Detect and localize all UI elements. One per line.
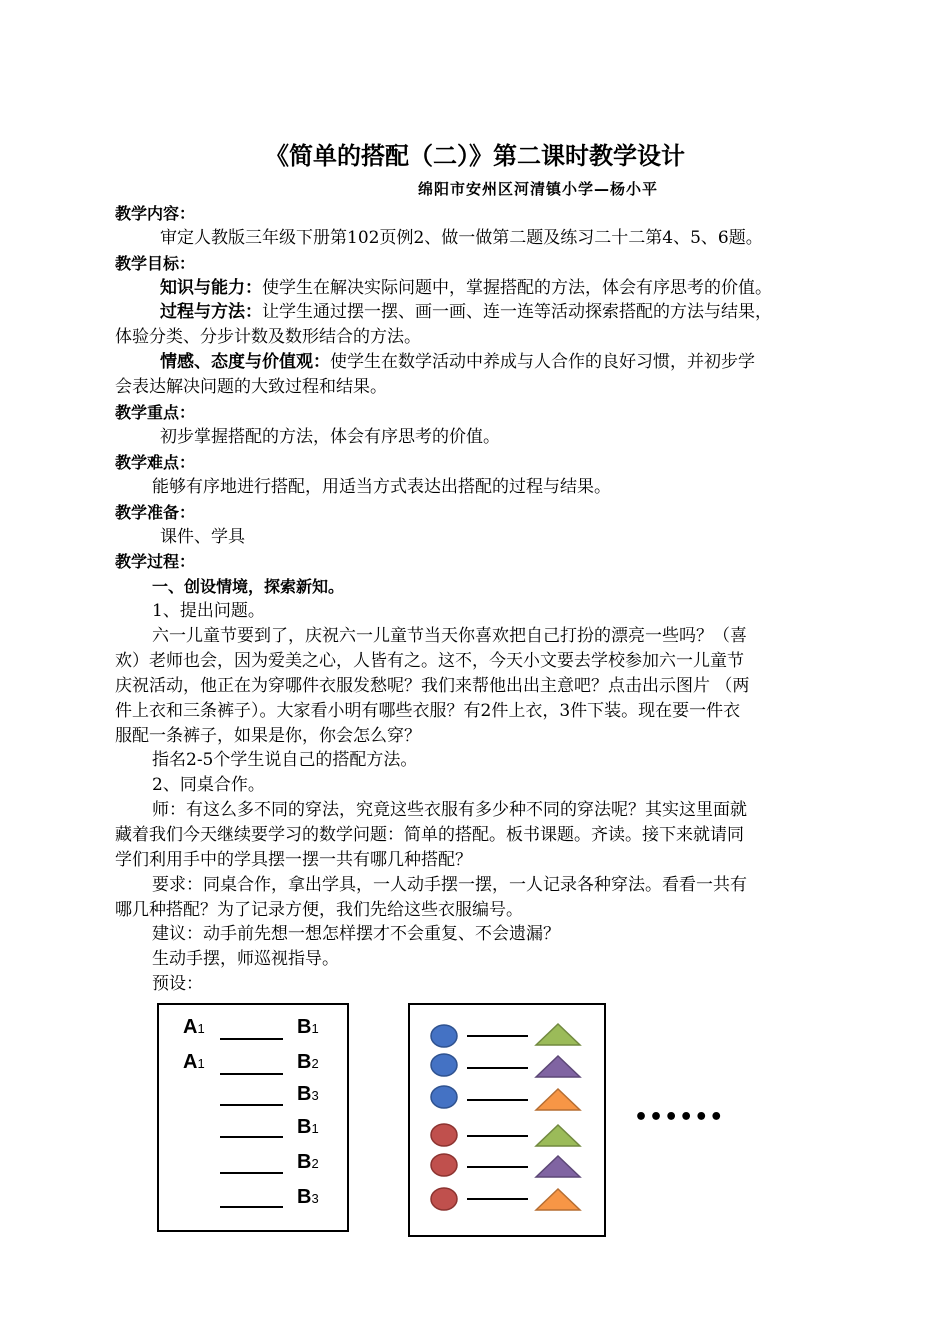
author-line: 绵阳市安州区河清镇小学—杨小平 <box>418 180 659 198</box>
shape-pairing-svg <box>410 1005 604 1235</box>
heading-difficulty: 教学难点： <box>115 453 196 472</box>
connector-line <box>220 1104 283 1106</box>
step-1: 1、提出问题。 <box>152 601 265 621</box>
goal-3-label: 情感、态度与价值观： <box>160 352 330 372</box>
goal-3-text: 使学生在数学活动中养成与人合作的良好习惯，并初步学 <box>330 352 755 372</box>
goal-2-text: 让学生通过摆一摆、画一画、连一连等活动探索搭配的方法与结果， <box>262 302 772 322</box>
paragraph-1-line-5: 服配一条裤子，如果是你，你会怎么穿？ <box>115 726 421 746</box>
red-circle <box>431 1154 457 1176</box>
label-b3: B3 <box>297 1186 319 1208</box>
paragraph-3-line-1: 师：有这么多不同的穿法，究竟这些衣服有多少种不同的穿法呢？其实这里面就 <box>152 800 747 820</box>
section-1: 一、创设情境，探索新知。 <box>152 577 345 596</box>
paragraph-1-line-3: 庆祝活动，他正在为穿哪件衣服发愁呢？我们来帮他出出主意吧？点击出示图片 （两 <box>115 676 750 696</box>
paragraph-3-line-3: 学们利用手中的学具摆一摆一共有哪几种搭配？ <box>115 850 472 870</box>
blue-circle <box>431 1025 457 1047</box>
document-title: 《简单的搭配（二）》第二课时教学设计 <box>265 142 685 170</box>
paragraph-7: 预设： <box>152 974 203 994</box>
goal-1 <box>160 277 772 299</box>
label-a1-row1: A1 <box>183 1016 205 1038</box>
heading-process: 教学过程： <box>115 552 196 571</box>
paragraph-1-line-1: 六一儿童节要到了，庆祝六一儿童节当天你喜欢把自己打扮的漂亮一些吗？（喜 <box>152 626 747 646</box>
green-triangle <box>536 1125 580 1146</box>
goal-3 <box>160 351 755 373</box>
label-b2: B2 <box>297 1051 319 1073</box>
paragraph-4-line-1: 要求：同桌合作，拿出学具，一人动手摆一摆，一人记录各种穿法。看看一共有 <box>152 875 747 895</box>
blue-circle <box>431 1054 457 1076</box>
key-text: 初步掌握搭配的方法，体会有序思考的价值。 <box>160 427 500 447</box>
connector-line <box>220 1136 283 1138</box>
shape-pairing-diagram <box>408 1003 606 1237</box>
red-circle <box>431 1124 457 1146</box>
step-2: 2、同桌合作。 <box>152 775 265 795</box>
red-circle <box>431 1188 457 1210</box>
preparation-text: 课件、学具 <box>160 527 245 547</box>
heading-content: 教学内容： <box>115 204 196 223</box>
goal-1-label: 知识与能力： <box>160 278 262 298</box>
label-b1: B1 <box>297 1016 319 1038</box>
ellipsis: •••••• <box>634 1105 725 1130</box>
purple-triangle <box>536 1156 580 1177</box>
paragraph-6: 生动手摆，师巡视指导。 <box>152 949 339 969</box>
paragraph-5: 建议：动手前先想一想怎样摆才不会重复、不会遗漏？ <box>152 924 560 944</box>
label-b3: B3 <box>297 1083 319 1105</box>
green-triangle <box>536 1024 580 1045</box>
label-b2: B2 <box>297 1151 319 1173</box>
connector-line <box>220 1206 283 1208</box>
connector-line <box>220 1073 283 1075</box>
connector-line <box>220 1038 283 1040</box>
paragraph-1-line-2: 欢）老师也会，因为爱美之心，人皆有之。这不，今天小文要去学校参加六一儿童节 <box>115 651 744 671</box>
goal-2 <box>160 301 772 323</box>
content-text: 审定人教版三年级下册第102页例2、做一做第二题及练习二十二第4、5、6题。 <box>160 228 763 248</box>
orange-triangle <box>536 1089 580 1110</box>
heading-key: 教学重点： <box>115 403 196 422</box>
paragraph-1-line-4: 件上衣和三条裤子）。大家看小明有哪些衣服？有2件上衣，3件下装。现在要一件衣 <box>115 701 741 721</box>
difficulty-text: 能够有序地进行搭配，用适当方式表达出搭配的过程与结果。 <box>152 477 611 497</box>
letter-pairing-diagram <box>157 1003 349 1232</box>
goal-2-label: 过程与方法： <box>160 302 262 322</box>
goal-1-text: 使学生在解决实际问题中，掌握搭配的方法，体会有序思考的价值。 <box>262 278 772 298</box>
blue-circle <box>431 1086 457 1108</box>
paragraph-3-line-2: 藏着我们今天继续要学习的数学问题：简单的搭配。板书课题。齐读。接下来就请同 <box>115 825 744 845</box>
purple-triangle <box>536 1056 580 1077</box>
label-a1-row2: A1 <box>183 1051 205 1073</box>
paragraph-4-line-2: 哪几种搭配？为了记录方便，我们先给这些衣服编号。 <box>115 900 523 920</box>
goal-3-text-cont: 会表达解决问题的大致过程和结果。 <box>115 377 387 397</box>
heading-preparation: 教学准备： <box>115 503 196 522</box>
goal-2-text-cont: 体验分类、分步计数及数形结合的方法。 <box>115 327 421 347</box>
label-b1: B1 <box>297 1116 319 1138</box>
paragraph-2: 指名2-5个学生说自己的搭配方法。 <box>152 750 418 770</box>
orange-triangle <box>536 1189 580 1210</box>
connector-line <box>220 1172 283 1174</box>
heading-goals: 教学目标： <box>115 254 196 273</box>
